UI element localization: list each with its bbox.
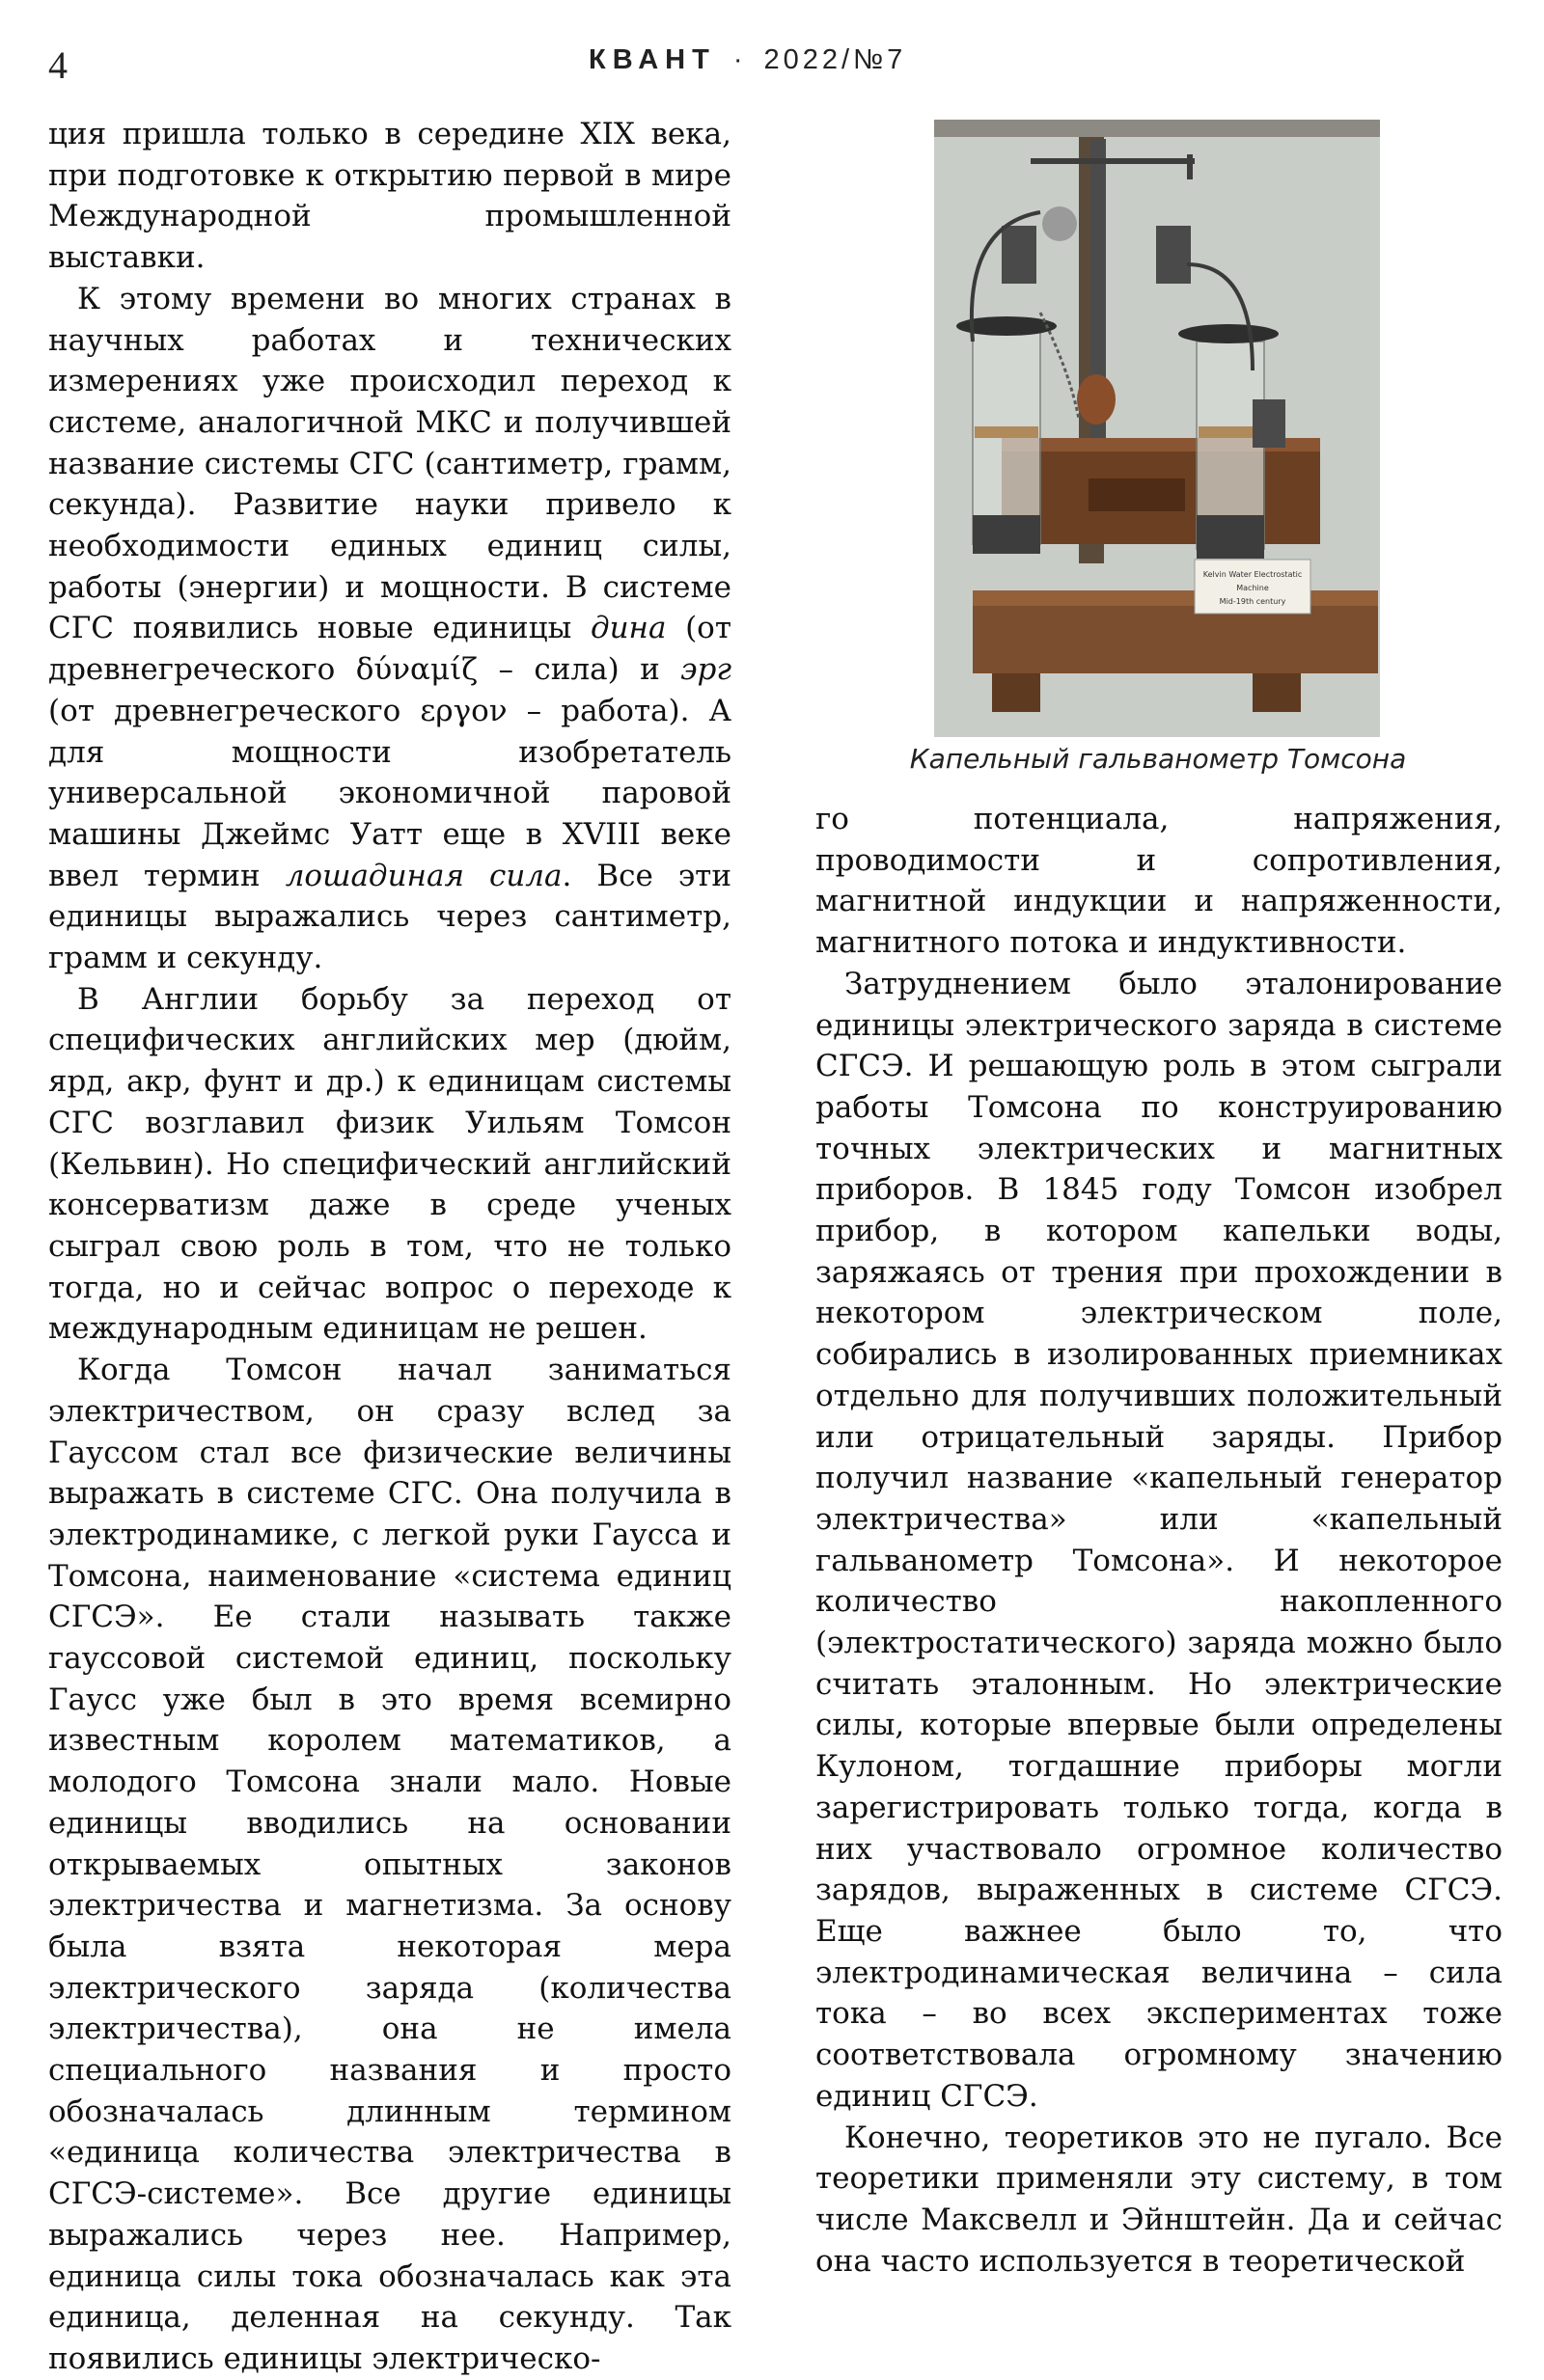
journal-title: КВАНТ bbox=[589, 44, 716, 75]
label-card-line-3: Mid-19th century bbox=[1219, 597, 1286, 606]
figure-caption: Капельный гальванометр Томсона bbox=[909, 743, 1407, 775]
running-head bbox=[589, 44, 906, 76]
header-separator: · bbox=[732, 44, 747, 75]
label-card-line-2: Machine bbox=[1236, 584, 1269, 592]
left-column bbox=[48, 114, 731, 2380]
paragraph: Конечно, теоретиков это не пугало. Все теоретики применяли эту систему, в том числе Максвелл и Эйнштейн. Да и сейчас она часто используется в теоретической bbox=[815, 2120, 1503, 2279]
right-column bbox=[815, 799, 1503, 2282]
paragraph: Затруднением было эталонирование единицы электрического заряда в системе СГСЭ. И решающую роль в этом сыграли работы Томсона по конструированию точных электрических и магнитных приборов. В 1845 году Томсон изобрел прибор, в котором капельки воды, заряжаясь от трения при прохождении в некотором электрическом поле, собирались в изолированных приемниках отдельно для получивших положительный или отрицательный заряды. Прибор получил название «капельный генератор электричества» или «капельный гальванометр Томсона». И некоторое количество накопленного (электростатического) заряда можно было считать эталонным. Но электрические силы, которые впервые были определены Кулоном, тогдашние приборы могли зарегистрировать только тогда, когда в них участвовало огромное количество зарядов, выраженных в системе СГСЭ. Еще важнее было то, что электродинамическая величина – сила тока – во всех экспериментах тоже соответствовала огромному значению единиц СГСЭ. bbox=[815, 966, 1503, 2114]
paragraph: го потенциала, напряжения, проводимости и сопротивления, магнитной индукции и напряженности, магнитного потока и индуктивности. bbox=[815, 802, 1503, 961]
label-card-line-1: Kelvin Water Electrostatic bbox=[1202, 570, 1303, 579]
page-header bbox=[0, 0, 1544, 116]
paragraph: ция пришла только в середине XIX века, при подготовке к открытию первой в мире Международной промышленной выставки. bbox=[48, 117, 731, 276]
paragraph: К этому времени во многих странах в научных работах и технических измерениях уже происходил переход к системе, аналогичной МКС и получившей название системы СГС (сантиметр, грамм, секунда). Развитие науки привело к необходимости единых единиц силы, работы (энергии) и мощности. В системе СГС появились новые единицы дина (от древнегреческого δύναμίζ – сила) и эрг (от древнегреческого εργον – работа). А для мощности изобретатель универсальной экономичной паровой машины Джеймс Уатт еще в XVIII веке ввел термин лошадиная сила. Все эти единицы выражались через сантиметр, грамм и секунду. bbox=[48, 281, 731, 976]
paragraph: Когда Томсон начал заниматься электричеством, он сразу вслед за Гауссом стал все физические величины выражать в системе СГС. Она получила в электродинамике, с легкой руки Гаусса и Томсона, наименование «система единиц СГСЭ». Ее стали называть также гауссовой системой единиц, поскольку Гаусс уже был в это время всемирно известным королем математиков, а молодого Томсона знали мало. Новые единицы вводились на основании открываемых опытных законов электричества и магнетизма. За основу была взята некоторая мера электрического заряда (количества электричества), она не имела специального названия и просто обозначалась длинным термином «единица количества электричества в СГСЭ-системе». Все другие единицы выражались через нее. Например, единица силы тока обозначалась как эта единица, деленная на секунду. Так появились единицы электрическо- bbox=[48, 1353, 731, 2376]
page-number: 4 bbox=[48, 43, 68, 87]
issue-number: 2022/№7 bbox=[763, 44, 907, 75]
paragraph: В Англии борьбу за переход от специфических английских мер (дюйм, ярд, акр, фунт и др.) к единицам системы СГС возглавил физик Уильям Томсон (Кельвин). Но специфический английский консерватизм даже в среде ученых сыграл свою роль в том, что не только тогда, но и сейчас вопрос о переходе к международным единицам не решен. bbox=[48, 981, 731, 1347]
museum-instrument-photo bbox=[934, 120, 1380, 737]
figure bbox=[934, 120, 1380, 737]
